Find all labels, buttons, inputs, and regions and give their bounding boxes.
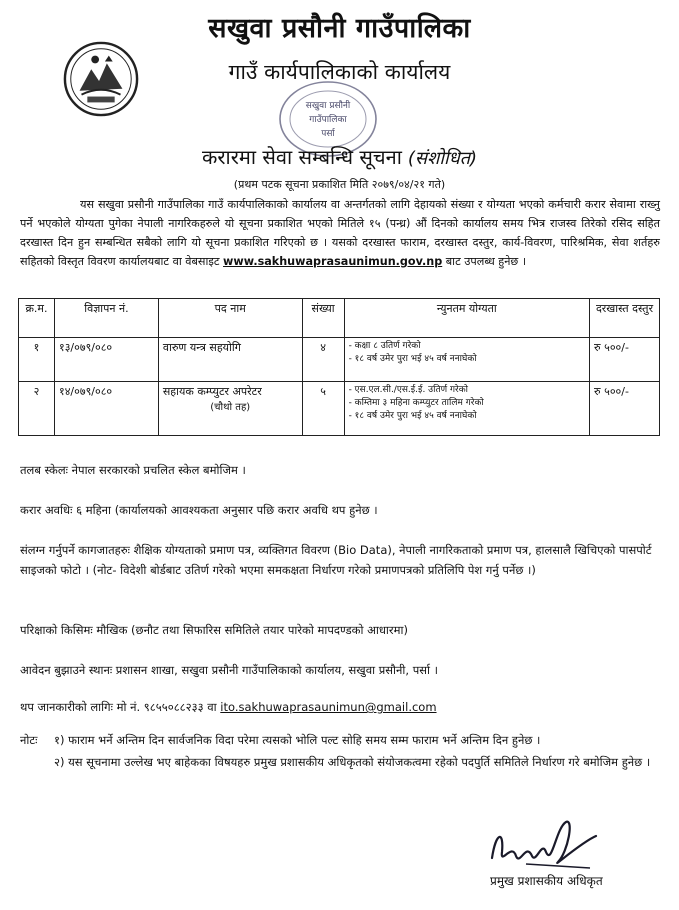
header-count: संख्या	[302, 299, 344, 338]
intro-text-end: बाट उपलब्ध हुनेछ ।	[445, 255, 527, 268]
qualification-item: - कम्तिमा ३ महिना कम्प्युटर तालिम गरेको	[348, 398, 484, 408]
cell-count: ५	[302, 382, 344, 436]
post-level: (चौथो तह)	[210, 402, 251, 413]
notes	[20, 730, 660, 772]
header-qualification: न्युनतम योग्यता	[344, 299, 589, 338]
cell-qualification	[344, 382, 589, 436]
qualification-item: - एस.एल.सी./एस.ई.ई. उतिर्ण गरेको	[348, 385, 468, 395]
qualification-item: - १८ वर्ष उमेर पुरा भई ४५ वर्ष ननाघेको	[348, 354, 477, 364]
qualification-item: - कक्षा ८ उतिर्ण गरेको	[348, 341, 421, 351]
website-link[interactable]: www.sakhuwaprasaunimun.gov.np	[223, 255, 443, 268]
vacancy-table	[18, 298, 660, 436]
contact-text: थप जानकारीको लागिः मो नं. ९८५५०८८२३३ वा	[20, 700, 217, 714]
post-name: सहायक कम्प्युटर अपरेटर	[162, 385, 262, 398]
qualification-item: - १८ वर्ष उमेर पुरा भई ४५ वर्ष ननाघेको	[348, 411, 477, 421]
notice-subtitle: (प्रथम पटक सूचना प्रकाशित मिति २०७९/०४/२१ गते)	[233, 178, 446, 191]
post-name: वारुण यन्त्र सहयोगि	[162, 341, 241, 354]
table-row	[19, 338, 660, 382]
cell-count: ४	[302, 338, 344, 382]
cell-adv-no: १३/०७९/०८०	[54, 338, 158, 382]
handwritten-signature	[486, 812, 606, 872]
notes-label: नोटः	[20, 733, 38, 747]
cell-qualification	[344, 338, 589, 382]
svg-text:पर्सा: पर्सा	[321, 129, 335, 139]
cell-sn: २	[19, 382, 55, 436]
header-fee: दरखास्त दस्तुर	[590, 299, 660, 338]
required-documents: संलग्न गर्नुपर्ने कागजातहरुः शैक्षिक योग्यताको प्रमाण पत्र, व्यक्तिगत विवरण (Bio Data), नेपाली नागरिकताको प्रमाण पत्र, हालसालै खिचिएको पासपोर्ट साइजको फोटो । (नोट- विदेशी बोर्डबाट उतिर्ण गरेको भएमा समकक्षता निर्धारण गरेको प्रमाणपत्रको प्रतिलिपि पेश गर्नु पर्नेछ ।)	[20, 543, 652, 577]
cell-fee: रु ५००/-	[590, 382, 660, 436]
note-item: १) फाराम भर्ने अन्तिम दिन सार्वजनिक विदा परेमा त्यसको भोलि पल्ट सोहि समय सम्म फाराम भर्ने अन्तिम दिन हुनेछ ।	[54, 733, 541, 747]
table-header-row	[19, 299, 660, 338]
cell-fee: रु ५००/-	[590, 338, 660, 382]
note-item: २) यस सूचनामा उल्लेख भए बाहेकका विषयहरु प्रमुख प्रशासकीय अधिकृतको संयोजकत्वमा रहेको पदपुर्ति समितिले निर्धारण गरे बमोजिम हुनेछ ।	[54, 755, 651, 769]
cell-post	[158, 338, 302, 382]
svg-text:सखुवा प्रसौनी: सखुवा प्रसौनी	[305, 101, 351, 111]
exam-type: परिक्षाको किसिमः मौखिक (छनौट तथा सिफारिस समितिले तयार पारेको मापदण्डको आधारमा)	[20, 623, 408, 637]
cell-adv-no: १४/०७९/०८०	[54, 382, 158, 436]
header-sn: क्र.म.	[19, 299, 55, 338]
notice-title	[0, 143, 679, 170]
cell-post	[158, 382, 302, 436]
contact-email-link[interactable]: ito.sakhuwaprasaunimun@gmail.com	[220, 700, 437, 714]
intro-text: यस सखुवा प्रसौनी गाउँपालिका गाउँ कार्यपालिकाको कार्यालय वा अन्तर्गतको लागि देहायको संख्या र योग्यता भएको कर्मचारी करार सेवामा राख्नु पर्ने भएकोले योग्यता पुगेका नेपाली नागरिकहरुले यो सूचना प्रकाशित भएको मितिले १५ (पन्ध्र) औं दिनको कार्यालय समय भित्र राजस्व तिरेको रसिद सहित दरखास्त दिन हुन सम्बन्धित सबैको लागि यो सूचना प्रकाशित गरिएको छ । यसको दरखास्त फाराम, दरखास्त दस्तुर, कार्य-विवरण, पारिश्रमिक, सेवा शर्तहरु सहितको विस्तृत विवरण कार्यालयबाट वा वेबसाइट	[20, 198, 660, 268]
office-title: गाउँ कार्यपालिकाको कार्यालय	[228, 60, 451, 84]
header-adv-no: विज्ञापन नं.	[54, 299, 158, 338]
notice-title-text: करारमा सेवा सम्बन्धि सूचना	[201, 145, 402, 169]
contact-info	[20, 697, 660, 717]
header-post: पद नाम	[158, 299, 302, 338]
revised-label: (संशोधित)	[407, 148, 477, 169]
application-location: आवेदन बुझाउने स्थानः प्रशासन शाखा, सखुवा प्रसौनी गाउँपालिकाको कार्यालय, सखुवा प्रसौनी, पर्सा ।	[20, 663, 438, 677]
svg-text:गाउँपालिका: गाउँपालिका	[309, 115, 347, 125]
municipality-title: सखुवा प्रसौनी गाउँपालिका	[208, 13, 471, 44]
intro-paragraph	[20, 195, 660, 271]
cell-sn: १	[19, 338, 55, 382]
signatory-title: प्रमुख प्रशासकीय अधिकृत	[490, 874, 603, 888]
salary-scale: तलब स्केलः नेपाल सरकारको प्रचलित स्केल बमोजिम ।	[20, 463, 246, 477]
table-row	[19, 382, 660, 436]
contract-period: करार अवधिः ६ महिना (कार्यालयको आवश्यकता अनुसार पछि करार अवधि थप हुनेछ ।	[20, 503, 378, 517]
